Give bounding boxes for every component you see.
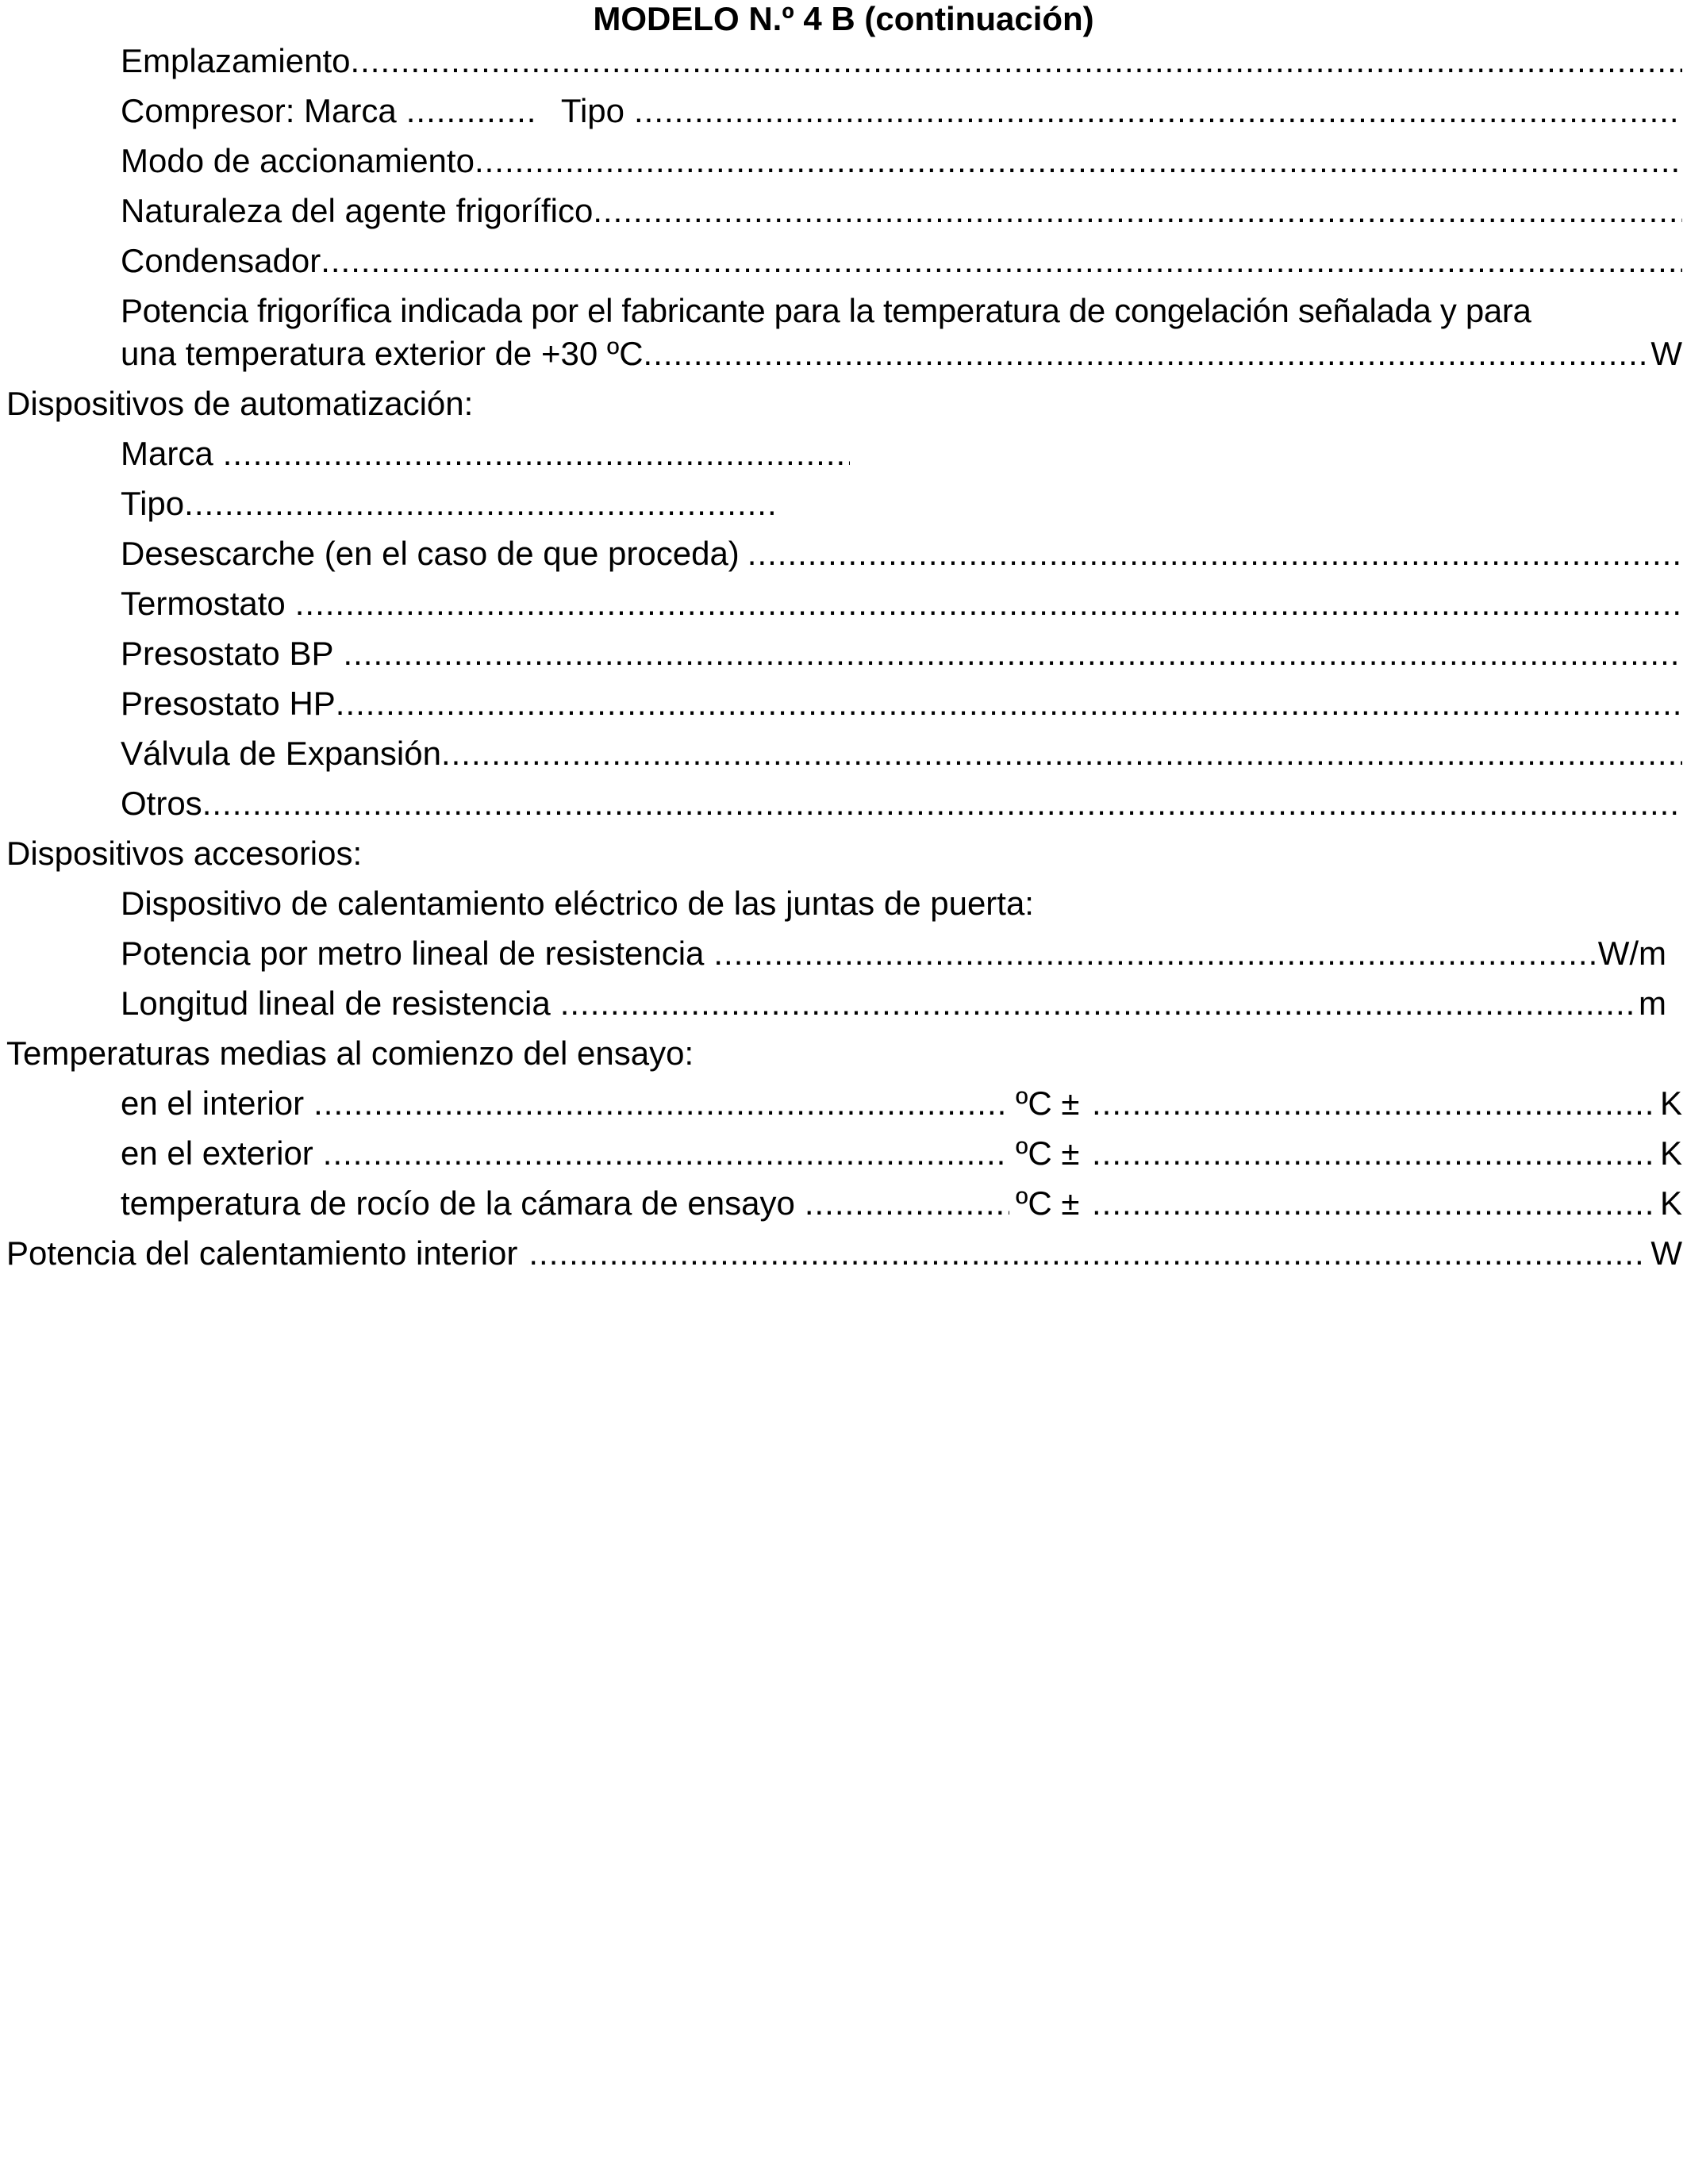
- tipo-field[interactable]: [121, 482, 779, 525]
- marca-field[interactable]: [121, 432, 850, 475]
- potencia-por-metro-label: Potencia por metro lineal de resistencia: [121, 935, 705, 972]
- temp-rocio-field[interactable]: [121, 1182, 1682, 1225]
- termostato-field[interactable]: [121, 582, 1682, 625]
- emplazamiento-label: Emplazamiento: [121, 42, 351, 79]
- potencia-por-metro-dots: [713, 932, 1594, 975]
- condensador-label: Condensador: [121, 242, 321, 279]
- valvula-expansion-label: Válvula de Expansión: [121, 735, 441, 772]
- longitud-lineal-unit: m: [1639, 985, 1666, 1022]
- compresor-tipo-dots[interactable]: [634, 90, 1682, 132]
- potencia-frigorifica-field[interactable]: [121, 332, 1682, 375]
- temp-interior-celsius: ºC ±: [1015, 1084, 1080, 1122]
- potencia-por-metro-field[interactable]: [121, 932, 1666, 975]
- temp-rocio-tolerance-dots[interactable]: [1092, 1182, 1657, 1225]
- termostato-label: Termostato: [121, 585, 286, 622]
- tipo-label: Tipo: [121, 485, 185, 522]
- temp-rocio-label: temperatura de rocío de la cámara de ensayo: [121, 1184, 795, 1222]
- automatizacion-heading: Dispositivos de automatización:: [6, 385, 474, 422]
- temp-rocio-celsius: ºC ±: [1015, 1184, 1080, 1222]
- otros-label: Otros: [121, 785, 202, 822]
- longitud-lineal-dots: [560, 982, 1639, 1025]
- temp-exterior-dots: [323, 1132, 1009, 1175]
- valvula-expansion-dots: [441, 732, 1682, 775]
- naturaleza-agente-dots: [593, 190, 1682, 232]
- temp-interior-unit: K: [1659, 1084, 1682, 1122]
- temp-exterior-field[interactable]: [121, 1132, 1682, 1175]
- potencia-calentamiento-dots: [528, 1232, 1647, 1275]
- presostato-bp-label: Presostato BP: [121, 635, 334, 672]
- temperaturas-heading: Temperaturas medias al comienzo del ensayo:: [6, 1034, 694, 1072]
- temp-exterior-unit: K: [1659, 1134, 1682, 1172]
- compresor-marca-label: Compresor: Marca: [121, 92, 397, 129]
- temp-rocio-unit: K: [1659, 1184, 1682, 1222]
- compresor-tipo-label: Tipo: [560, 92, 624, 129]
- potencia-frigorifica-dots: [644, 332, 1648, 375]
- potencia-frigorifica-label: una temperatura exterior de +30 ºC: [121, 335, 644, 372]
- condensador-dots: [321, 240, 1682, 282]
- temp-exterior-label: en el exterior: [121, 1134, 313, 1172]
- temp-interior-tolerance-dots[interactable]: [1092, 1082, 1657, 1125]
- presostato-bp-field[interactable]: [121, 632, 1682, 675]
- potencia-calentamiento-label: Potencia del calentamiento interior: [6, 1234, 518, 1272]
- emplazamiento-field[interactable]: [121, 40, 1682, 83]
- naturaleza-agente-field[interactable]: [121, 190, 1682, 232]
- desescarche-field[interactable]: [121, 532, 1682, 575]
- page-title: MODELO N.º 4 B (continuación): [593, 0, 1094, 37]
- termostato-dots: [295, 582, 1682, 625]
- emplazamiento-dots: [350, 40, 1682, 83]
- dispositivo-calentamiento-label: Dispositivo de calentamiento eléctrico de las juntas de puerta:: [121, 885, 1034, 922]
- potencia-frigorifica-unit: W: [1650, 335, 1682, 372]
- otros-field[interactable]: [121, 782, 1682, 825]
- longitud-lineal-field[interactable]: [121, 982, 1666, 1025]
- presostato-hp-dots: [336, 682, 1682, 725]
- desescarche-label: Desescarche (en el caso de que proceda): [121, 535, 740, 572]
- modo-accionamiento-dots: [475, 140, 1682, 182]
- temp-interior-field[interactable]: [121, 1082, 1682, 1125]
- potencia-calentamiento-unit: W: [1650, 1234, 1682, 1272]
- modo-accionamiento-field[interactable]: [121, 140, 1682, 182]
- marca-label: Marca: [121, 435, 213, 472]
- temp-interior-dots: [313, 1082, 1009, 1125]
- potencia-por-metro-unit: W/m: [1597, 935, 1666, 972]
- marca-dots: [223, 432, 850, 475]
- potencia-calentamiento-field[interactable]: [6, 1232, 1682, 1275]
- compresor-row: [121, 90, 1682, 132]
- temp-interior-label: en el interior: [121, 1084, 305, 1122]
- temp-rocio-dots: [805, 1182, 1009, 1225]
- longitud-lineal-label: Longitud lineal de resistencia: [121, 985, 551, 1022]
- potencia-frigorifica-line1: Potencia frigorífica indicada por el fabricante para la temperatura de congelación señalada y para: [121, 292, 1531, 329]
- otros-dots: [202, 782, 1682, 825]
- compresor-marca-dots[interactable]: [406, 90, 539, 132]
- presostato-hp-field[interactable]: [121, 682, 1682, 725]
- accesorios-heading: Dispositivos accesorios:: [6, 835, 363, 872]
- valvula-expansion-field[interactable]: [121, 732, 1682, 775]
- temp-exterior-tolerance-dots[interactable]: [1092, 1132, 1657, 1175]
- presostato-bp-dots: [343, 632, 1682, 675]
- tipo-dots: [184, 482, 779, 525]
- desescarche-dots: [747, 532, 1682, 575]
- presostato-hp-label: Presostato HP: [121, 685, 336, 722]
- modo-accionamiento-label: Modo de accionamiento: [121, 142, 475, 179]
- condensador-field[interactable]: [121, 240, 1682, 282]
- temp-exterior-celsius: ºC ±: [1015, 1134, 1080, 1172]
- naturaleza-agente-label: Naturaleza del agente frigorífico: [121, 192, 594, 229]
